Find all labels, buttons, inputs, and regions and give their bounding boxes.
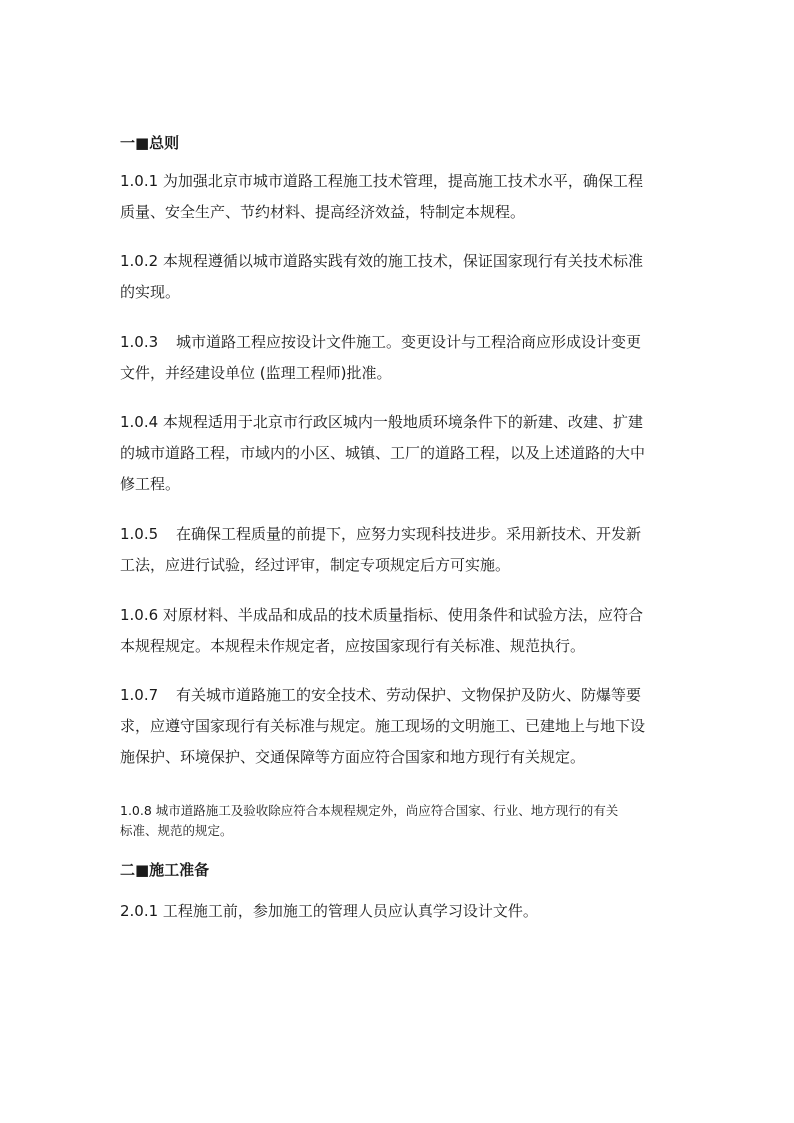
clause-1-0-4	[120, 407, 680, 500]
clause-line: 1.0.1 为加强北京市城市道路工程施工技术管理，提高施工技术水平，确保工程	[120, 172, 643, 190]
clause-line: 城市道路工程应按设计文件施工。变更设计与工程洽商应形成设计变更	[176, 333, 642, 351]
clause-number: 1.0.7	[120, 686, 159, 704]
clause-line: 有关城市道路施工的安全技术、劳动保护、文物保护及防火、防爆等要	[176, 686, 642, 704]
section-heading-general: 一■总则	[120, 134, 180, 152]
clause-line: 1.0.8 城市道路施工及验收除应符合本规程规定外，尚应符合国家、行业、地方现行的有关	[120, 803, 619, 818]
clause-1-0-7	[120, 680, 680, 773]
clause-line: 本规程规定。本规程未作规定者，应按国家现行有关标准、规范执行。	[120, 637, 586, 655]
clause-1-0-1	[120, 166, 680, 228]
clause-line: 在确保工程质量的前提下，应努力实现科技进步。采用新技术、开发新	[176, 525, 642, 543]
clause-line: 文件，并经建设单位 (监理工程师)批准。	[120, 364, 392, 382]
clause-1-0-6	[120, 600, 680, 662]
clause-1-0-8	[120, 801, 680, 841]
clause-line: 的实现。	[120, 283, 181, 301]
clause-line: 修工程。	[120, 475, 181, 493]
clause-line: 1.0.4 本规程适用于北京市行政区城内一般地质环境条件下的新建、改建、扩建	[120, 413, 643, 431]
clause-line: 2.0.1 工程施工前，参加施工的管理人员应认真学习设计文件。	[120, 902, 538, 920]
clause-1-0-3	[120, 327, 680, 389]
clause-2-0-1	[120, 896, 680, 927]
clause-line: 工法，应进行试验，经过评审，制定专项规定后方可实施。	[120, 556, 511, 574]
clause-line: 1.0.6 对原材料、半成品和成品的技术质量指标、使用条件和试验方法，应符合	[120, 606, 643, 624]
clause-1-0-2	[120, 246, 680, 308]
clause-line: 求，应遵守国家现行有关标准与规定。施工现场的文明施工、已建地上与地下设	[120, 717, 646, 735]
clause-number: 1.0.5	[120, 525, 159, 543]
clause-number: 1.0.3	[120, 333, 159, 351]
clause-line: 质量、安全生产、节约材料、提高经济效益，特制定本规程。	[120, 203, 526, 221]
clause-1-0-5	[120, 519, 680, 581]
clause-line: 1.0.2 本规程遵循以城市道路实践有效的施工技术，保证国家现行有关技术标准	[120, 252, 643, 270]
clause-line: 施保护、环境保护、交通保障等方面应符合国家和地方现行有关规定。	[120, 748, 586, 766]
section-heading-preparation: 二■施工准备	[120, 861, 210, 879]
clause-line: 标准、规范的规定。	[120, 823, 233, 838]
clause-line: 的城市道路工程，市域内的小区、城镇、工厂的道路工程，以及上述道路的大中	[120, 444, 646, 462]
